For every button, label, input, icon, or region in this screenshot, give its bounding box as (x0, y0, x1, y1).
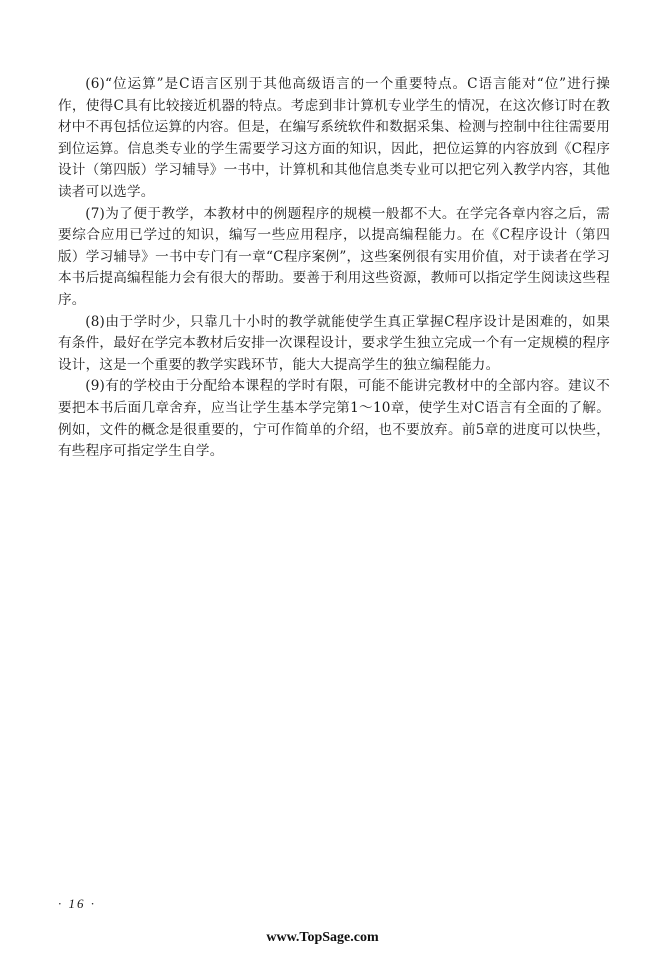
paragraph-9: (9)有的学校由于分配给本课程的学时有限，可能不能讲完教材中的全部内容。建议不要把本书后面几章舍弃，应当让学生基本学完第1～10章，使学生对C语言有全面的了解。例如，文件的概念是很重要的，宁可作简单的介绍，也不要放弃。前5章的进度可以快些，有些程序可指定学生自学。 (58, 378, 610, 460)
page-number: · 16 · (58, 896, 96, 911)
paragraph-6: (6)“位运算”是C语言区别于其他高级语言的一个重要特点。C语言能对“位”进行操作，使得C具有比较接近机器的特点。考虑到非计算机专业学生的情况，在这次修订时在教材中不再包括位运算的内容。但是，在编写系统软件和数据采集、检测与控制中往往需要用到位运算。信息类专业的学生需要学习这方面的知识，因此，把位运算的内容放到《C程序设计（第四版）学习辅导》一书中，计算机和其他信息类专业可以把它列入教学内容，其他读者可以选学。 (58, 76, 610, 200)
document-body (58, 74, 610, 463)
footer-url: www.TopSage.com (266, 930, 379, 945)
paragraph-7: (7)为了便于教学，本教材中的例题程序的规模一般都不大。在学完各章内容之后，需要综合应用已学过的知识，编写一些应用程序，以提高编程能力。在《C程序设计（第四版）学习辅导》一书中专门有一章“C程序案例”，这些案例很有实用价值，对于读者在学习本书后提高编程能力会有很大的帮助。要善于利用这些资源，教师可以指定学生阅读这些程序。 (58, 205, 610, 308)
paragraph-8: (8)由于学时少，只靠几十小时的教学就能使学生真正掌握C程序设计是困难的，如果有条件，最好在学完本教材后安排一次课程设计，要求学生独立完成一个有一定规模的程序设计，这是一个重要的教学实践环节，能大大提高学生的独立编程能力。 (58, 313, 610, 373)
